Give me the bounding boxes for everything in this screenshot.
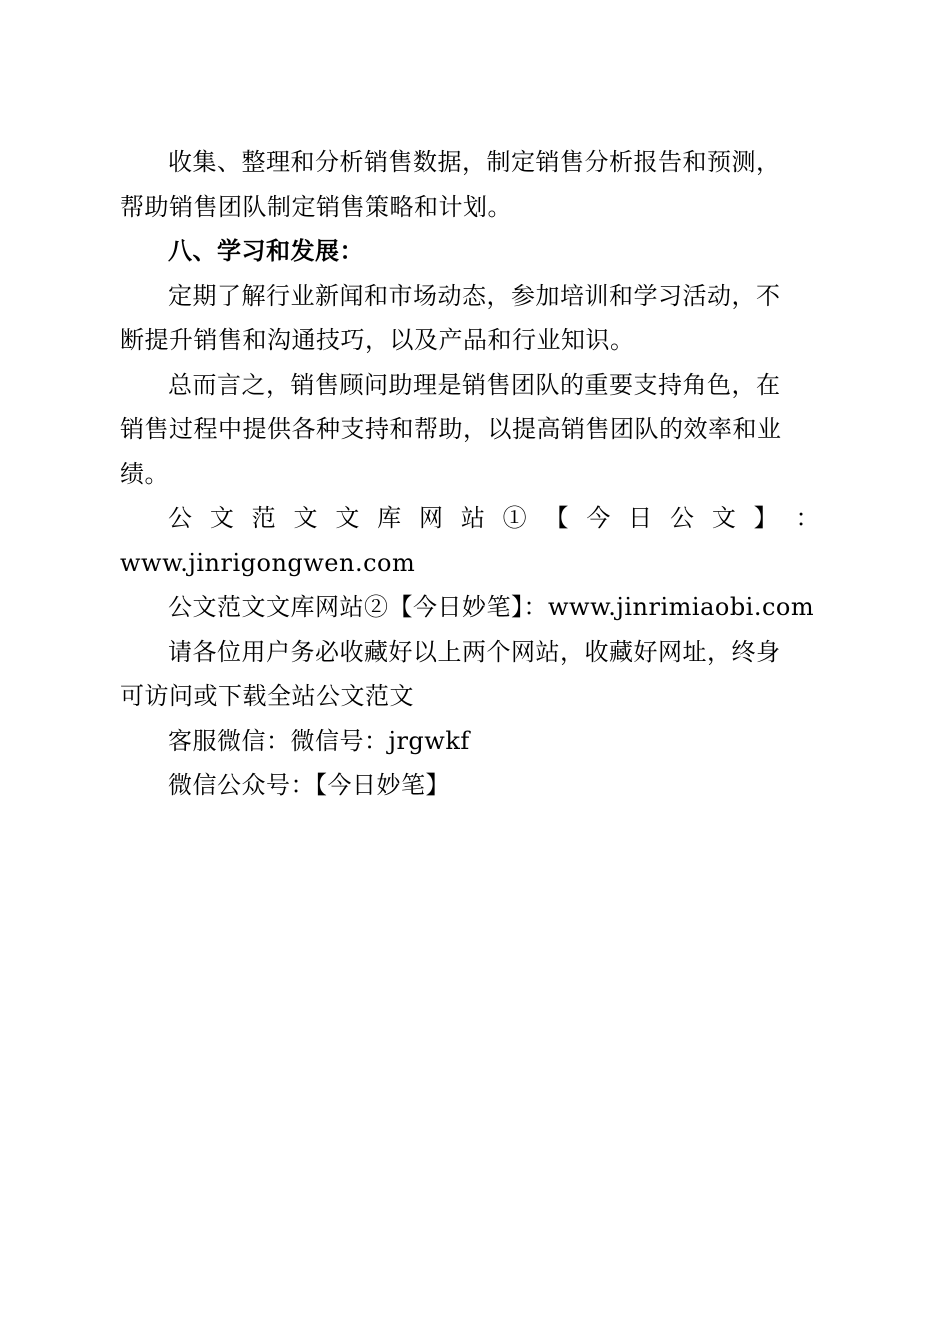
official-account [120,763,820,808]
site-one-url[interactable]: www.jinrigongwen.com [120,548,416,577]
site-one-label: 公 文 范 文 文 库 网 站 ① 【 今 日 公 文 】 ： [168,504,820,532]
paragraph-sales-data [120,140,820,229]
paragraph-summary [120,363,820,497]
notice [120,630,820,719]
wechat-service [120,719,820,764]
text-line: 销售过程中提供各种支持和帮助，以提高销售团队的效率和业 [120,415,782,443]
text-line: 断提升销售和沟通技巧，以及产品和行业知识。 [120,326,635,354]
section-heading-learning [120,229,820,274]
text-line: 总而言之，销售顾问助理是销售团队的重要支持角色，在 [168,370,781,399]
text-line: 帮助销售团队制定销售策略和计划。 [120,192,512,221]
site-two-text[interactable]: 公文范文文库网站②【今日妙笔】：www.jinrimiaobi.com [168,593,815,621]
document-page [120,140,820,808]
site-two [120,585,820,630]
text-line: 请各位用户务必收藏好以上两个网站，收藏好网址，终身 [168,637,781,666]
text-line: 绩。 [120,459,169,488]
text-line: 收集、整理和分析销售数据，制定销售分析报告和预测， [168,148,781,176]
paragraph-learning [120,274,820,363]
official-account-text: 微信公众号：【今日妙笔】 [168,771,450,799]
site-one [120,496,820,585]
text-line: 定期了解行业新闻和市场动态，参加培训和学习活动，不 [168,281,781,310]
wechat-text: 客服微信：微信号：jrgwkf [168,726,470,755]
text-line: 可访问或下载全站公文范文 [120,682,414,710]
heading-text: 八、学习和发展： [168,236,364,265]
